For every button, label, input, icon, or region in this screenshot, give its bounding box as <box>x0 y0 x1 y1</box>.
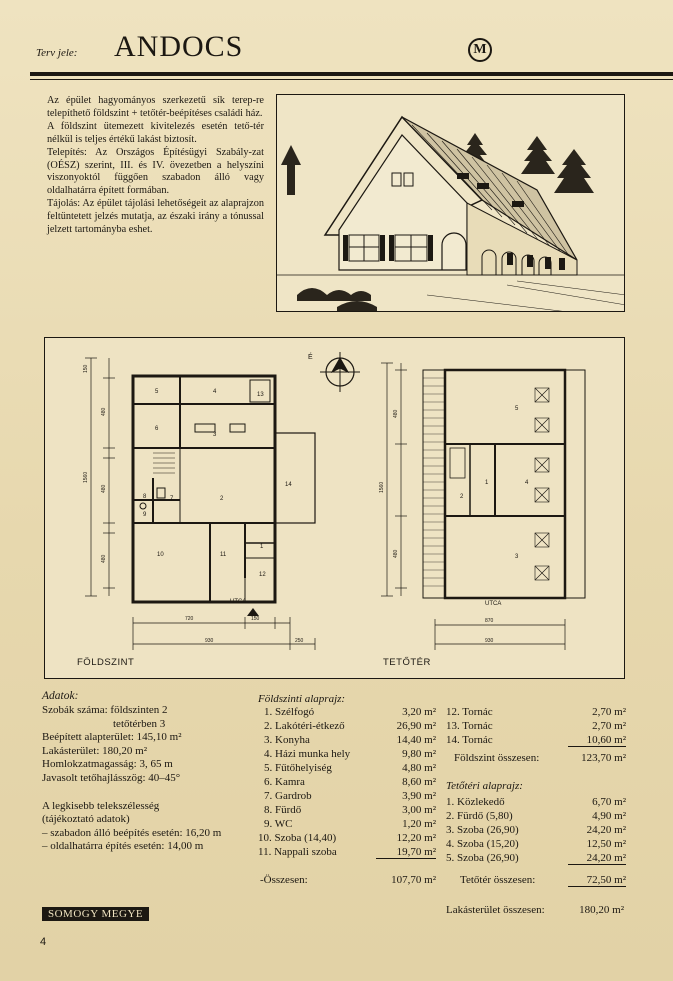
ground-floor-table <box>258 706 436 896</box>
data-heading: Adatok: <box>42 690 79 702</box>
svg-text:480: 480 <box>393 409 399 418</box>
header-rule-thin <box>30 79 673 80</box>
room-name: 2. Lakótéri-étkező <box>264 720 345 732</box>
room-name: 7. Gardrob <box>264 790 312 802</box>
room-name: 14. Tornác <box>446 734 493 746</box>
svg-text:10: 10 <box>157 552 164 558</box>
svg-text:2: 2 <box>220 496 224 502</box>
dim-h4: 480 <box>101 484 107 493</box>
svg-text:6: 6 <box>155 426 159 432</box>
room-name: 5. Fűtőhelyiség <box>264 762 332 774</box>
room-area: 10,60 m² <box>568 734 626 747</box>
county-badge: SOMOGY MEGYE <box>42 907 149 921</box>
room-area: 9,80 m² <box>402 748 436 760</box>
attic-floor-plan <box>423 370 585 598</box>
room-name: 1. Szélfogó <box>264 706 315 718</box>
room-area: 6,70 m² <box>592 796 626 808</box>
data-line: Beépített alapterület: 145,10 m² <box>42 731 182 744</box>
intro-paragraph: A földszint ütemezett kivitelezés esetén tető-tér nélkül is teljes értékű lakást biztosít. <box>47 120 264 145</box>
total-label-text: Összesen: <box>263 874 308 886</box>
svg-text:5: 5 <box>515 406 519 412</box>
north-label: É <box>308 354 313 361</box>
plot-line: – szabadon álló beépítés esetén: 16,20 m <box>42 826 222 839</box>
plot-sub: (tájékoztató adatok) <box>42 813 130 826</box>
svg-text:5: 5 <box>155 389 159 395</box>
svg-text:4: 4 <box>213 389 217 395</box>
data-line: Szobák száma: földszinten 2 <box>42 704 168 716</box>
room-area: 1,20 m² <box>402 818 436 830</box>
room-name: 12. Tornác <box>446 706 493 718</box>
data-line: Homlokzatmagasság: 3, 65 m <box>42 758 173 771</box>
room-name: 11. Nappali szoba <box>258 846 337 858</box>
room-area: 26,90 m² <box>396 720 436 732</box>
ground-floor-heading: Földszinti alaprajz: <box>258 693 346 705</box>
plan-code-label: Terv jele: <box>36 47 78 59</box>
publisher-logo: M <box>468 38 492 62</box>
house-drawing <box>277 95 625 312</box>
room-name: 10. Szoba (14,40) <box>258 832 337 844</box>
room-area: 2,70 m² <box>592 720 626 732</box>
room-area: 14,40 m² <box>396 734 436 746</box>
intro-paragraph: Tájolás: Az épület tájolási lehetőségeit az alaprajzon feltüntetett jelzés mutatja, az északi irány a tónussal jelzett tartományba eshet. <box>47 198 264 236</box>
intro-text <box>47 95 264 237</box>
north-arrow-icon <box>320 352 360 392</box>
room-area: 8,60 m² <box>402 776 436 788</box>
svg-text:870: 870 <box>485 618 494 624</box>
data-line: Javasolt tetőhajlásszög: 40–45° <box>42 771 181 784</box>
room-area: 24,20 m² <box>586 824 626 836</box>
extra-table <box>446 706 626 886</box>
data-line: Lakásterület: 180,20 m² <box>42 744 148 757</box>
svg-text:1560: 1560 <box>379 481 385 493</box>
intro-paragraph: Az épület hagyományos szerkezetű sík terep-re telepíthető földszint + tetőtér-beépítéses családi ház. <box>47 95 264 119</box>
svg-text:8: 8 <box>143 494 147 500</box>
plan-title: ANDOCS <box>114 30 244 63</box>
room-name: 9. WC <box>264 818 293 830</box>
total-value: 107,70 m² <box>391 874 436 886</box>
svg-text:3: 3 <box>515 554 519 560</box>
room-name: 8. Fürdő <box>264 804 302 816</box>
attic-label: TETŐTÉR <box>383 657 431 668</box>
dim-h6: 480 <box>101 554 107 563</box>
svg-text:4: 4 <box>525 480 529 486</box>
room-area: 12,20 m² <box>396 832 436 844</box>
living-area-label: Lakásterület összesen: <box>446 904 545 916</box>
svg-text:7: 7 <box>170 496 174 502</box>
ground-total-label: Földszint összesen: <box>454 752 540 764</box>
room-area: 3,90 m² <box>402 790 436 802</box>
dim-a: 720 <box>185 616 194 622</box>
svg-text:3: 3 <box>213 432 217 438</box>
svg-text:13: 13 <box>257 392 264 398</box>
room-area: 19,70 m² <box>376 846 436 859</box>
room-area: 4,90 m² <box>592 810 626 822</box>
svg-text:930: 930 <box>485 638 494 644</box>
room-name: 1. Közlekedő <box>446 796 505 808</box>
room-name: 5. Szoba (26,90) <box>446 852 519 864</box>
room-name: 2. Fürdő (5,80) <box>446 810 513 822</box>
attic-total-label: Tetőtér összesen: <box>460 874 536 886</box>
room-name: 6. Kamra <box>264 776 305 788</box>
data-list <box>42 704 252 854</box>
data-line: tetőtérben 3 <box>113 717 166 730</box>
ground-floor-label: FÖLDSZINT <box>77 657 135 668</box>
room-name: 3. Szoba (26,90) <box>446 824 519 836</box>
attic-total-value: 72,50 m² <box>568 874 626 887</box>
room-area: 3,20 m² <box>402 706 436 718</box>
header-rule <box>30 72 673 76</box>
svg-text:480: 480 <box>393 549 399 558</box>
total-label: -Összesen: <box>260 874 308 886</box>
attic-heading: Tetőtéri alaprajz: <box>446 780 523 792</box>
room-area: 12,50 m² <box>586 838 626 850</box>
dim-extra: 250 <box>295 638 304 644</box>
floor-plans <box>44 337 625 679</box>
svg-text:1: 1 <box>485 480 489 486</box>
svg-text:14: 14 <box>285 482 292 488</box>
floor-plan-drawing <box>45 338 625 679</box>
house-illustration <box>276 94 625 312</box>
dim-h1: 150 <box>83 364 89 373</box>
ground-total-value: 123,70 m² <box>581 752 626 764</box>
room-area: 2,70 m² <box>592 706 626 718</box>
room-name: 13. Tornác <box>446 720 493 732</box>
street-label-ground: UTCA <box>230 599 247 605</box>
svg-text:9: 9 <box>143 512 147 518</box>
room-area: 4,80 m² <box>402 762 436 774</box>
room-area: 3,00 m² <box>402 804 436 816</box>
svg-text:2: 2 <box>460 494 464 500</box>
dim-h2: 480 <box>101 407 107 416</box>
svg-text:1: 1 <box>260 544 264 550</box>
room-name: 4. Házi munka hely <box>264 748 351 760</box>
intro-paragraph: Telepítés: Az Országos Építésügyi Szabály-zat (OÉSZ) szerint, III. és IV. övezetben a helyszíni viszonyoktól függően szabadon álló vagy oldalhatárra épített formában. <box>47 146 264 197</box>
svg-text:12: 12 <box>259 572 266 578</box>
plot-line: – oldalhatárra építés esetén: 14,00 m <box>42 840 204 853</box>
dim-total: 930 <box>205 638 214 644</box>
room-name: 4. Szoba (15,20) <box>446 838 519 850</box>
dim-height: 1560 <box>83 471 89 483</box>
living-area-value: 180,20 m² <box>579 904 624 916</box>
plot-heading: A legkisebb telekszélesség <box>42 799 160 812</box>
page-number: 4 <box>40 936 47 948</box>
room-name: 3. Konyha <box>264 734 310 746</box>
dim-b: 150 <box>251 616 260 622</box>
svg-text:11: 11 <box>220 552 227 558</box>
room-area: 24,20 m² <box>568 852 626 865</box>
street-label-attic: UTCA <box>485 601 502 607</box>
ground-floor-plan <box>133 376 315 602</box>
